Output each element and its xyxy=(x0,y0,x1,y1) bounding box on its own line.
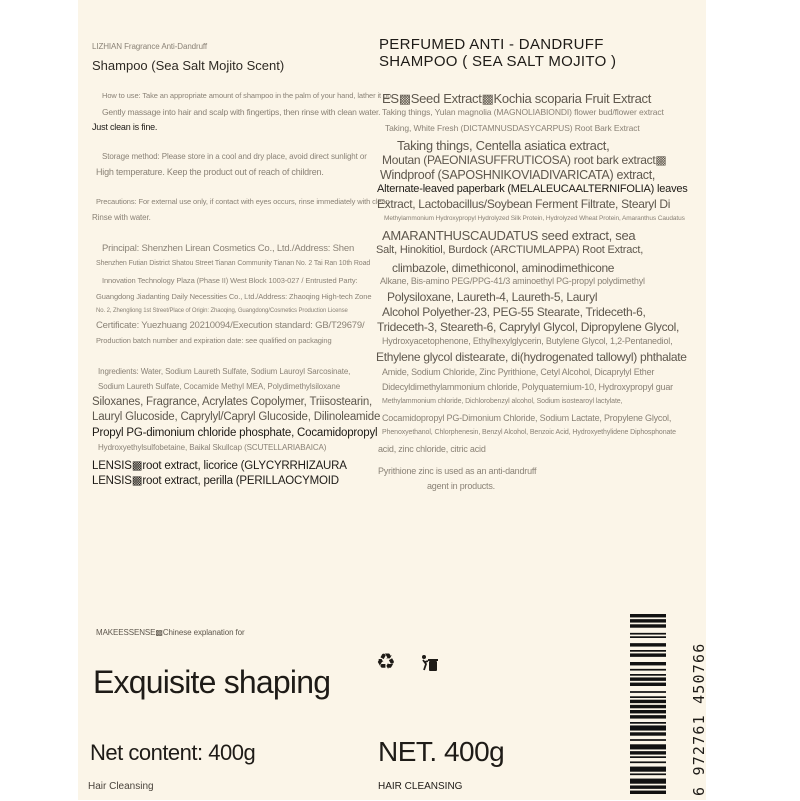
ingredient-line: climbazole, dimethiconol, aminodimethicone xyxy=(392,261,615,275)
ingredient-line: Hydroxyacetophenone, Ethylhexylglycerin, Butylene Glycol, 1,2-Pentanediol, xyxy=(382,336,673,346)
barcode-bar xyxy=(630,624,666,627)
barcode-bar xyxy=(630,619,666,622)
brand-line: LIZHIAN Fragrance Anti-Dandruff xyxy=(92,42,208,51)
barcode-bar xyxy=(630,756,666,758)
principal-line: Innovation Technology Plaza (Phase II) West Block 1003-027 / Entrusted Party: xyxy=(102,276,358,285)
precautions-line: Rinse with water. xyxy=(92,213,151,222)
trash-bin-icon xyxy=(418,652,440,674)
ingredient-line: Windproof (SAPOSHNIKOVIADIVARICATA) extract, xyxy=(380,168,656,182)
usage-line: Gently massage into hair and scalp with fingertips, then rinse with clean water. xyxy=(102,107,381,117)
ingredient-line: Cocamidopropyl PG-Dimonium Chloride, Sodium Lactate, Propylene Glycol, xyxy=(382,413,672,423)
ingredient-line: acid, zinc chloride, citric acid xyxy=(378,444,486,454)
ingredient-line: LENSIS▩root extract, licorice (GLYCYRRHIZAURA xyxy=(92,460,347,472)
ingredient-line: AMARANTHUSCAUDATUS seed extract, sea xyxy=(382,228,636,243)
barcode-bar xyxy=(630,691,666,693)
barcode-bar xyxy=(630,767,666,772)
barcode-bar xyxy=(630,633,666,635)
barcode-bar xyxy=(630,705,666,708)
principal-line: Principal: Shenzhen Lirean Cosmetics Co., Ltd./Address: Shen xyxy=(102,243,355,254)
barcode-bar xyxy=(630,791,666,794)
barcode-bar xyxy=(630,662,666,665)
net-content: Net content: 400g xyxy=(90,740,256,765)
barcode-bar xyxy=(630,614,666,617)
barcode-bar xyxy=(630,683,666,686)
barcode xyxy=(628,612,688,796)
ingredient-line: Alcohol Polyether-23, PEG-55 Stearate, Trideceth-6, xyxy=(382,305,646,319)
ingredient-line: Didecyldimethylammonium chloride, Polyquaternium-10, Hydroxypropyl guar xyxy=(382,382,673,392)
barcode-bar xyxy=(630,677,666,680)
barcode-bar xyxy=(630,779,666,784)
principal-line: No. 2, Zhengliong 1st Street/Place of Origin: Zhaoqing, Guangdong/Cosmetics Production License xyxy=(96,308,348,314)
barcode-bar xyxy=(630,739,666,741)
barcode-bar xyxy=(630,653,666,656)
ingredient-line: Moutan (PAEONIASUFFRUTICOSA) root bark extract▩ xyxy=(382,153,667,167)
product-name: Shampoo (Sea Salt Mojito Scent) xyxy=(92,58,285,73)
ingredient-line: Ingredients: Water, Sodium Laureth Sulfate, Sodium Lauroyl Sarcosinate, xyxy=(98,367,351,376)
ingredient-line: Methylammonium Hydroxypropyl Hydrolyzed Silk Protein, Hydrolyzed Wheat Protein, Amaranthus Caudatus xyxy=(384,215,685,222)
barcode-bar xyxy=(630,725,666,730)
note-line: agent in products. xyxy=(427,481,495,491)
principal-line: Certificate: Yuezhuang 20210094/Execution standard: GB/T29679/ xyxy=(96,320,365,331)
barcode-bar xyxy=(630,722,666,724)
barcode-bar xyxy=(630,715,666,718)
principal-line: Guangdong Jiadanting Daily Necessities Co., Ltd./Address: Zhaoqing High-tech Zone xyxy=(96,292,372,301)
ingredient-line: Methylammonium chloride, Dichlorobenzyl alcohol, Sodium isostearoyl lactylate, xyxy=(382,398,623,405)
make-essense-line: MAKEESSENSE▩Chinese explanation for xyxy=(96,628,245,637)
recycle-icon: ♻ xyxy=(376,649,396,674)
storage-line: High temperature. Keep the product out of reach of children. xyxy=(96,167,324,177)
principal-line: Production batch number and expiration date: see qualified on packaging xyxy=(96,336,332,345)
ingredient-line: Hydroxyethylsulfobetaine, Baikal Skullcap (SCUTELLARIABAICA) xyxy=(98,443,327,452)
barcode-number: 6 972761 450766 xyxy=(690,642,708,796)
tagline: Exquisite shaping xyxy=(93,664,331,700)
barcode-bar xyxy=(630,669,666,671)
ingredient-line: Phenoxyethanol, Chlorphenesin, Benzyl Alcohol, Benzoic Acid, Hydroxyethylidene Diphosphonate xyxy=(382,429,676,436)
barcode-bar xyxy=(630,650,666,652)
ingredient-line: Alkane, Bis-amino PEG/PPG-41/3 aminoethyl PG-propyl polydimethyl xyxy=(380,276,645,286)
ingredient-line: Taking things, Centella asiatica extract, xyxy=(397,138,610,153)
barcode-bar xyxy=(630,732,666,735)
barcode-bar xyxy=(630,710,666,713)
right-title-line: PERFUMED ANTI - DANDRUFF xyxy=(379,36,604,53)
barcode-bar xyxy=(630,636,666,638)
ingredient-line: Lauryl Glucoside, Caprylyl/Capryl Glucoside, Dilinoleamide xyxy=(92,411,381,423)
hair-cleansing-label: Hair Cleansing xyxy=(88,781,154,792)
ingredient-line: Siloxanes, Fragrance, Acrylates Copolymer, Triisostearin, xyxy=(92,396,373,408)
barcode-bar xyxy=(630,744,666,749)
ingredient-line: ES▩Seed Extract▩Kochia scoparia Fruit Extract xyxy=(382,91,652,106)
barcode-bar xyxy=(630,785,666,788)
ingredient-line: Sodium Laureth Sulfate, Cocamide Methyl MEA, Polydimethylsiloxane xyxy=(98,382,341,391)
ingredient-line: Polysiloxane, Laureth-4, Laureth-5, Lauryl xyxy=(387,290,598,304)
barcode-bar xyxy=(630,700,666,703)
ingredient-line: Trideceth-3, Steareth-6, Caprylyl Glycol, Dipropylene Glycol, xyxy=(377,320,680,334)
precautions-line: Precautions: For external use only, if contact with eyes occurs, rinse immediately with clean xyxy=(96,197,390,206)
note-line: Pyrithione zinc is used as an anti-dandruff xyxy=(378,466,537,476)
ingredient-line: LENSIS▩root extract, perilla (PERILLAOCYMOID xyxy=(92,475,339,487)
barcode-bar xyxy=(630,696,666,698)
hair-cleansing-right: HAIR CLEANSING xyxy=(378,781,463,792)
storage-line: Storage method: Please store in a cool and dry place, avoid direct sunlight or xyxy=(102,152,367,161)
ingredient-line: Ethylene glycol distearate, di(hydrogenated tallowyl) phthalate xyxy=(376,350,687,364)
usage-line: How to use: Take an appropriate amount of shampoo in the palm of your hand, lather it up, xyxy=(102,91,394,100)
barcode-bar xyxy=(630,751,666,754)
ingredient-line: Amide, Sodium Chloride, Zinc Pyrithione, Cetyl Alcohol, Dicaprylyl Ether xyxy=(382,367,655,377)
usage-line: Just clean is fine. xyxy=(92,122,158,132)
right-title-line: SHAMPOO ( SEA SALT MOJITO ) xyxy=(379,53,617,70)
barcode-bar xyxy=(630,761,666,763)
ingredient-line: Extract, Lactobacillus/Soybean Ferment Filtrate, Stearyl Di xyxy=(377,197,671,211)
principal-line: Shenzhen Futian District Shatou Street Tianan Community Tianan No. 2 Tai Ran 10th Road xyxy=(96,260,371,267)
barcode-bar xyxy=(630,674,666,676)
ingredient-line: Taking things, Yulan magnolia (MAGNOLIABIONDI) flower bud/flower extract xyxy=(382,107,664,117)
barcode-bar xyxy=(630,773,666,775)
ingredient-line: Propyl PG-dimonium chloride phosphate, Cocamidopropyl xyxy=(92,427,378,439)
ingredient-line: Alternate-leaved paperbark (MELALEUCAALTERNIFOLIA) leaves xyxy=(377,183,688,195)
net-weight-right: NET. 400g xyxy=(378,736,505,767)
barcode-bar xyxy=(630,643,666,646)
ingredient-line: Salt, Hinokitiol, Burdock (ARCTIUMLAPPA) Root Extract, xyxy=(376,244,644,256)
ingredient-line: Taking, White Fresh (DICTAMNUSDASYCARPUS) Root Bark Extract xyxy=(385,123,640,133)
